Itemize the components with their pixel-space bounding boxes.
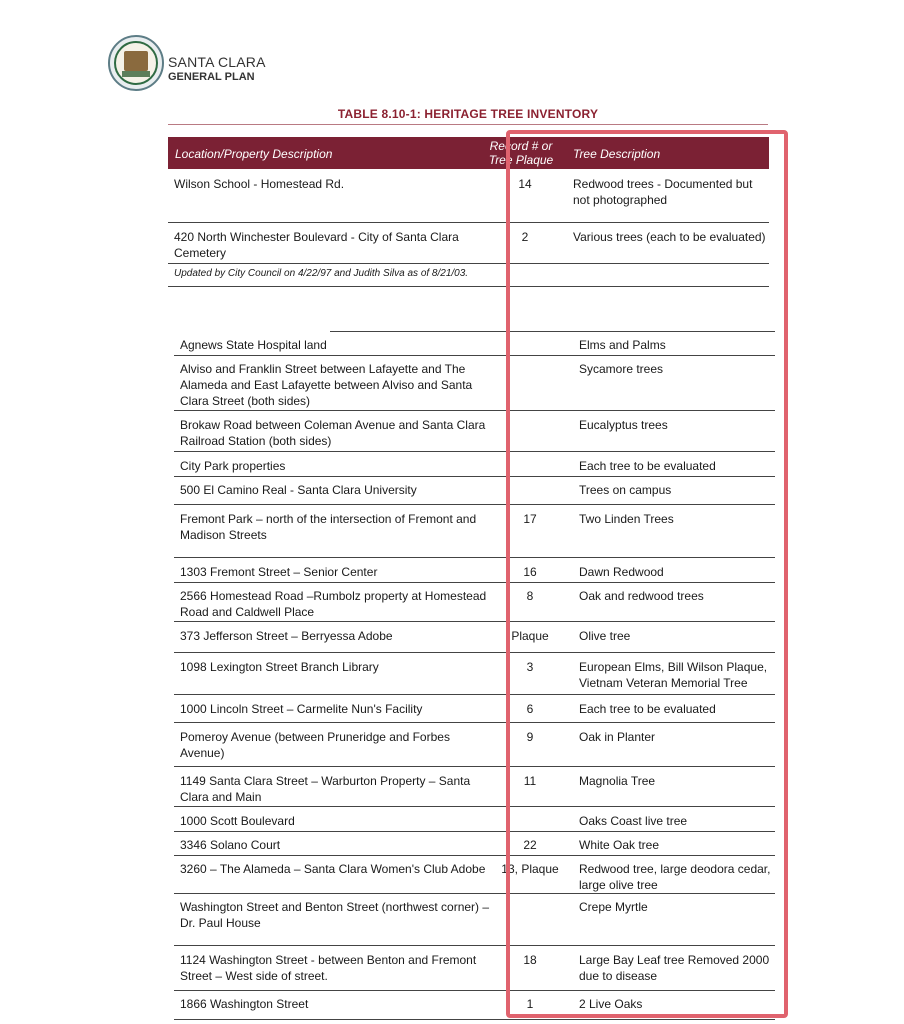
record-cell: 16	[523, 565, 537, 579]
location-cell: Washington Street and Benton Street (northwest corner) – Dr. Paul House	[180, 900, 490, 930]
highlight-box	[506, 130, 788, 1018]
record-cell: 11	[523, 774, 537, 788]
location-cell: 1149 Santa Clara Street – Warburton Property – Santa Clara and Main	[180, 774, 471, 804]
row-divider	[174, 1019, 775, 1020]
tree-cell: Redwood tree, large deodora cedar, large olive tree	[579, 862, 771, 892]
tree-cell: Oak in Planter	[579, 730, 656, 744]
brand-line-2: GENERAL PLAN	[168, 71, 255, 83]
location-cell: Wilson School - Homestead Rd.	[174, 177, 345, 191]
header-record: Record # or Tree Plaque	[488, 139, 554, 167]
tree-cell: Crepe Myrtle	[579, 900, 648, 914]
tree-cell: Dawn Redwood	[579, 565, 664, 579]
record-cell: 2	[521, 230, 529, 244]
record-cell: 13, Plaque	[501, 862, 559, 876]
record-cell: 22	[523, 838, 537, 852]
location-cell: 2566 Homestead Road –Rumbolz property at Homestead Road and Caldwell Place	[180, 589, 487, 619]
header-tree: Tree Description	[573, 147, 661, 161]
location-cell: Fremont Park – north of the intersection of Fremont and Madison Streets	[180, 512, 477, 542]
record-cell: 3	[526, 660, 534, 674]
tree-cell: Eucalyptus trees	[579, 418, 668, 432]
header-location: Location/Property Description	[175, 147, 333, 161]
location-cell: 1866 Washington Street	[180, 997, 309, 1011]
record-cell: 6	[526, 702, 534, 716]
tree-cell: Two Linden Trees	[579, 512, 674, 526]
brand-title	[168, 55, 266, 85]
location-cell: Agnews State Hospital land	[180, 338, 327, 352]
location-cell: Brokaw Road between Coleman Avenue and Santa Clara Railroad Station (both sides)	[180, 418, 486, 448]
location-cell: Alviso and Franklin Street between Lafayette and The Alameda and East Lafayette between Alviso and Santa Clara Street (both sides)	[180, 362, 473, 408]
location-cell: City Park properties	[180, 459, 286, 473]
record-cell: 17	[523, 512, 537, 526]
record-cell: 1	[526, 997, 534, 1011]
title-divider	[168, 124, 768, 125]
tree-cell: European Elms, Bill Wilson Plaque, Vietnam Veteran Memorial Tree	[579, 660, 768, 690]
record-cell: 14	[518, 177, 532, 191]
tree-cell: Oak and redwood trees	[579, 589, 704, 603]
location-cell: 373 Jefferson Street – Berryessa Adobe	[180, 629, 393, 643]
location-cell: 1124 Washington Street - between Benton and Fremont Street – West side of street.	[180, 953, 477, 983]
tree-cell: Sycamore trees	[579, 362, 664, 376]
table-title: TABLE 8.10-1: HERITAGE TREE INVENTORY	[337, 107, 599, 121]
location-cell: 500 El Camino Real - Santa Clara University	[180, 483, 417, 497]
location-cell: Pomeroy Avenue (between Pruneridge and Forbes Avenue)	[180, 730, 450, 760]
tree-cell: Each tree to be evaluated	[579, 702, 716, 716]
tree-cell: Magnolia Tree	[579, 774, 656, 788]
location-cell: 1303 Fremont Street – Senior Center	[180, 565, 378, 579]
tree-cell: White Oak tree	[579, 838, 660, 852]
tree-cell: Each tree to be evaluated	[579, 459, 716, 473]
tree-cell: Various trees (each to be evaluated)	[573, 230, 766, 244]
record-cell: 8	[526, 589, 534, 603]
tree-cell: Large Bay Leaf tree Removed 2000 due to disease	[579, 953, 770, 983]
update-note: Updated by City Council on 4/22/97 and Judith Silva as of 8/21/03.	[174, 268, 469, 279]
tree-cell: Olive tree	[579, 629, 631, 643]
city-seal-logo	[108, 35, 164, 91]
record-cell: 18	[523, 953, 537, 967]
record-cell: 9	[526, 730, 534, 744]
location-cell: 1098 Lexington Street Branch Library	[180, 660, 379, 674]
location-cell: 3260 – The Alameda – Santa Clara Women's Club Adobe	[180, 862, 486, 876]
record-cell: Plaque	[511, 629, 549, 643]
seal-building	[124, 51, 148, 71]
tree-cell: Oaks Coast live tree	[579, 814, 688, 828]
brand-line-1: SANTA CLARA	[168, 54, 266, 70]
tree-cell: Elms and Palms	[579, 338, 666, 352]
seal-base	[122, 71, 150, 77]
tree-cell: 2 Live Oaks	[579, 997, 643, 1011]
location-cell: 3346 Solano Court	[180, 838, 281, 852]
tree-cell: Trees on campus	[579, 483, 672, 497]
location-cell: 1000 Scott Boulevard	[180, 814, 295, 828]
location-cell: 420 North Winchester Boulevard - City of Santa Clara Cemetery	[174, 230, 459, 260]
tree-cell: Redwood trees - Documented but not photographed	[573, 177, 753, 207]
location-cell: 1000 Lincoln Street – Carmelite Nun's Facility	[180, 702, 423, 716]
